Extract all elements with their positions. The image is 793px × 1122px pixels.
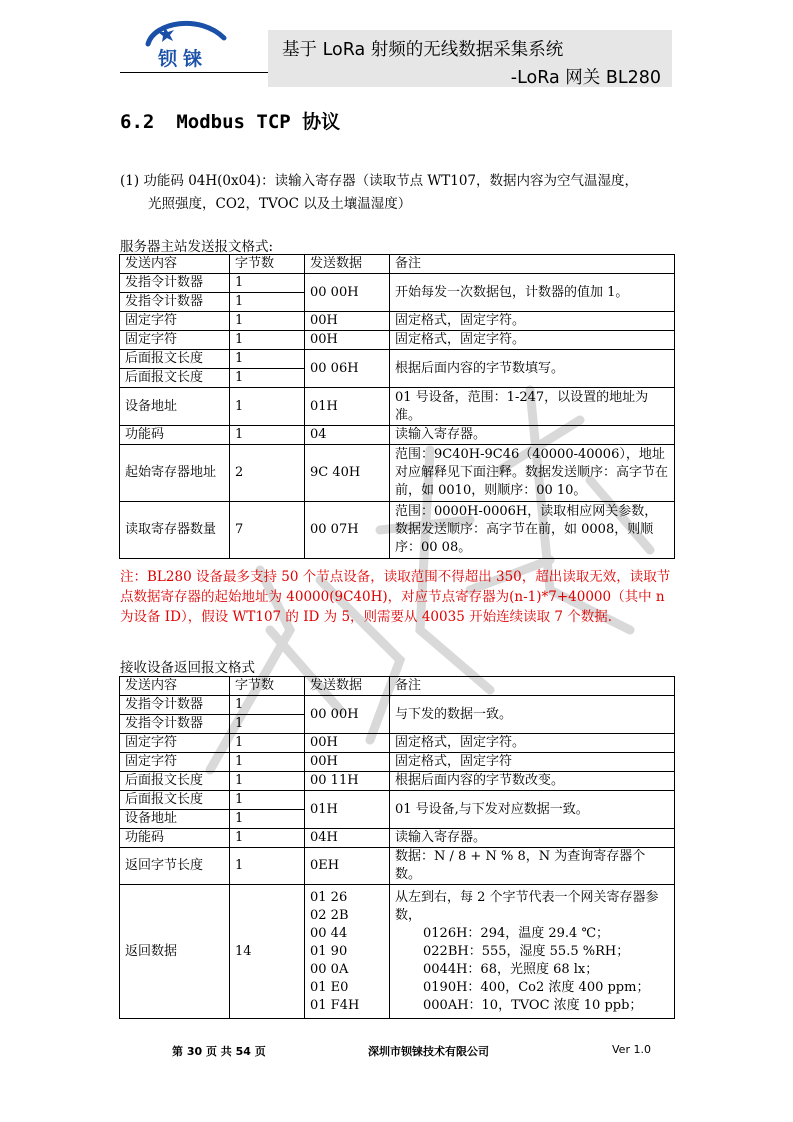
table-cell: 返回字节长度 (120, 848, 230, 885)
header-cell: 字节数 (230, 677, 305, 696)
intro-line-2: 光照强度，CO2，TVOC 以及土壤温湿度） (148, 196, 412, 212)
table-cell: 1 (230, 331, 305, 350)
table-cell: 7 (230, 502, 305, 559)
table-row (120, 848, 675, 885)
table-cell: 1 (230, 312, 305, 331)
header-cell: 发送内容 (120, 255, 230, 274)
table-cell: 9C 40H (305, 445, 390, 502)
return-desc-line: 000AH：10，TVOC 浓度 10 ppb； (423, 997, 643, 1013)
section-heading (120, 107, 340, 134)
table-cell: 1 (230, 829, 305, 848)
table-cell: 固定格式，固定字符。 (390, 734, 675, 753)
section-title: Modbus TCP 协议 (176, 111, 341, 133)
table-cell: 00H (305, 753, 390, 772)
table-cell: 14 (230, 885, 305, 1019)
return-value: 01 26 (310, 889, 348, 905)
table-cell: 与下发的数据一致。 (390, 696, 675, 734)
table-cell: 1 (230, 791, 305, 810)
table-row (120, 426, 675, 445)
send-table (119, 254, 675, 559)
table-cell: 01H (305, 388, 390, 426)
return-desc-line: 0126H：294，温度 29.4 ℃； (423, 925, 609, 941)
table-cell: 后面报文长度 (120, 791, 230, 810)
header-cell: 发送内容 (120, 677, 230, 696)
header-cell: 字节数 (230, 255, 305, 274)
table-cell: 1 (230, 696, 305, 715)
table-cell: 读输入寄存器。 (390, 426, 675, 445)
table-cell: 00H (305, 734, 390, 753)
recv-table-caption: 接收设备返回报文格式 (120, 660, 255, 676)
table-cell: 固定字符 (120, 312, 230, 331)
return-value: 02 2B (310, 907, 349, 923)
table-cell: 数据：N / 8 + N % 8，N 为查询寄存器个数。 (390, 848, 675, 885)
return-desc-cell (390, 885, 675, 1019)
table-cell: 1 (230, 274, 305, 293)
table-cell: 读取寄存器数量 (120, 502, 230, 559)
table-cell: 根据后面内容的字节数改变。 (390, 772, 675, 791)
table-cell: 04H (305, 829, 390, 848)
table-row (120, 388, 675, 426)
table-cell: 1 (230, 426, 305, 445)
table-row (120, 829, 675, 848)
table-row (120, 312, 675, 331)
table-cell: 范围：9C40H-9C46（40000-40006），地址对应解释见下面注释。数据发送顺序：高字节在前，如 0010，则顺序：00 10。 (390, 445, 675, 502)
table-cell: 1 (230, 772, 305, 791)
return-value: 01 E0 (310, 979, 349, 995)
table-cell: 1 (230, 848, 305, 885)
table-cell: 2 (230, 445, 305, 502)
header-rule (120, 72, 268, 73)
table-cell: 发指令计数器 (120, 696, 230, 715)
table-cell: 01 号设备,与下发对应数据一致。 (390, 791, 675, 829)
table-cell: 00 07H (305, 502, 390, 559)
table-cell: 1 (230, 293, 305, 312)
table-cell: 固定格式，固定字符 (390, 753, 675, 772)
table-cell: 04 (305, 426, 390, 445)
table-cell: 00H (305, 312, 390, 331)
table-cell: 00 06H (305, 350, 390, 388)
table-header-row (120, 255, 675, 274)
logo-text: 钡铼 (158, 48, 209, 70)
table-cell: 起始寄存器地址 (120, 445, 230, 502)
table-cell: 固定字符 (120, 753, 230, 772)
return-value: 01 F4H (310, 997, 360, 1013)
table-cell: 固定格式，固定字符。 (390, 331, 675, 350)
send-table-caption: 服务器主站发送报文格式: (120, 239, 274, 255)
table-cell: 00 00H (305, 696, 390, 734)
table-row (120, 734, 675, 753)
footer-version: Ver 1.0 (612, 1043, 651, 1056)
table-cell: 发指令计数器 (120, 715, 230, 734)
table-cell: 固定字符 (120, 734, 230, 753)
table-cell: 1 (230, 715, 305, 734)
header-cell: 备注 (390, 255, 675, 274)
return-desc-line: 0190H：400，Co2 浓度 400 ppm； (423, 979, 650, 995)
table-cell: 后面报文长度 (120, 350, 230, 369)
table-cell: 设备地址 (120, 810, 230, 829)
table-cell: 根据后面内容的字节数填写。 (390, 350, 675, 388)
table-cell: 1 (230, 753, 305, 772)
table-cell: 00 11H (305, 772, 390, 791)
table-row (120, 791, 675, 810)
table-row (120, 696, 675, 715)
return-desc-head: 从左到右，每 2 个字节代表一个网关寄存器参数， (395, 889, 659, 923)
table-cell: 范围：0000H-0006H，读取相应网关参数，数据发送顺序：高字节在前，如 0008，则顺序：00 08。 (390, 502, 675, 559)
table-cell: 01 号设备，范围：1-247，以设置的地址为准。 (390, 388, 675, 426)
return-values-cell (305, 885, 390, 1019)
table-cell: 固定格式，固定字符。 (390, 312, 675, 331)
table-row (120, 274, 675, 293)
table-row (120, 331, 675, 350)
table-row (120, 885, 675, 1019)
table-cell: 返回数据 (120, 885, 230, 1019)
return-desc-line: 022BH：555，湿度 55.5 %RH； (423, 943, 630, 959)
table-cell: 00 00H (305, 274, 390, 312)
table-cell: 0EH (305, 848, 390, 885)
table-cell: 00H (305, 331, 390, 350)
table-cell: 后面报文长度 (120, 772, 230, 791)
table-cell: 1 (230, 369, 305, 388)
header-subtitle: -LoRa 网关 BL280 (510, 68, 661, 88)
note-paragraph: 注：BL280 设备最多支持 50 个节点设备，读取范围不得超出 350，超出读取无效，读取节点数据寄存器的起始地址为 40000(9C40H)，对应节点寄存器为(n-1)*7+40000（其中 n 为设备 ID），假设 WT107 的 ID 为 5，则需要从 40035 开始连续读取 7 个数据. (120, 569, 671, 625)
return-desc-line: 0044H：68，光照度 68 lx； (423, 961, 599, 977)
table-row (120, 445, 675, 502)
table-cell: 后面报文长度 (120, 369, 230, 388)
table-header-row (120, 677, 675, 696)
table-row (120, 772, 675, 791)
table-cell: 发指令计数器 (120, 274, 230, 293)
header-cell: 备注 (390, 677, 675, 696)
table-cell: 功能码 (120, 829, 230, 848)
table-cell: 固定字符 (120, 331, 230, 350)
table-row (120, 753, 675, 772)
table-cell: 设备地址 (120, 388, 230, 426)
table-cell: 功能码 (120, 426, 230, 445)
return-value: 01 90 (310, 943, 348, 959)
intro-line-1: (1) 功能码 04H(0x04)：读输入寄存器（读取节点 WT107，数据内容为空气温湿度， (120, 173, 639, 189)
table-cell: 1 (230, 810, 305, 829)
table-cell: 1 (230, 388, 305, 426)
table-cell: 发指令计数器 (120, 293, 230, 312)
intro-paragraph (120, 170, 680, 216)
table-cell: 读输入寄存器。 (390, 829, 675, 848)
table-cell: 1 (230, 734, 305, 753)
recv-table (119, 676, 675, 1019)
return-value: 00 0A (310, 961, 349, 977)
footer-page-number: 第 30 页 共 54 页 (172, 1045, 266, 1058)
table-row (120, 502, 675, 559)
table-cell: 1 (230, 350, 305, 369)
section-number: 6.2 (120, 111, 155, 133)
table-cell: 开始每发一次数据包，计数器的值加 1。 (390, 274, 675, 312)
return-value: 00 44 (310, 925, 348, 941)
table-row (120, 350, 675, 369)
header-title: 基于 LoRa 射频的无线数据采集系统 (282, 40, 564, 60)
header-cell: 发送数据 (305, 255, 390, 274)
header-cell: 发送数据 (305, 677, 390, 696)
table-cell: 01H (305, 791, 390, 829)
footer-company: 深圳市钡铼技术有限公司 (368, 1045, 489, 1058)
